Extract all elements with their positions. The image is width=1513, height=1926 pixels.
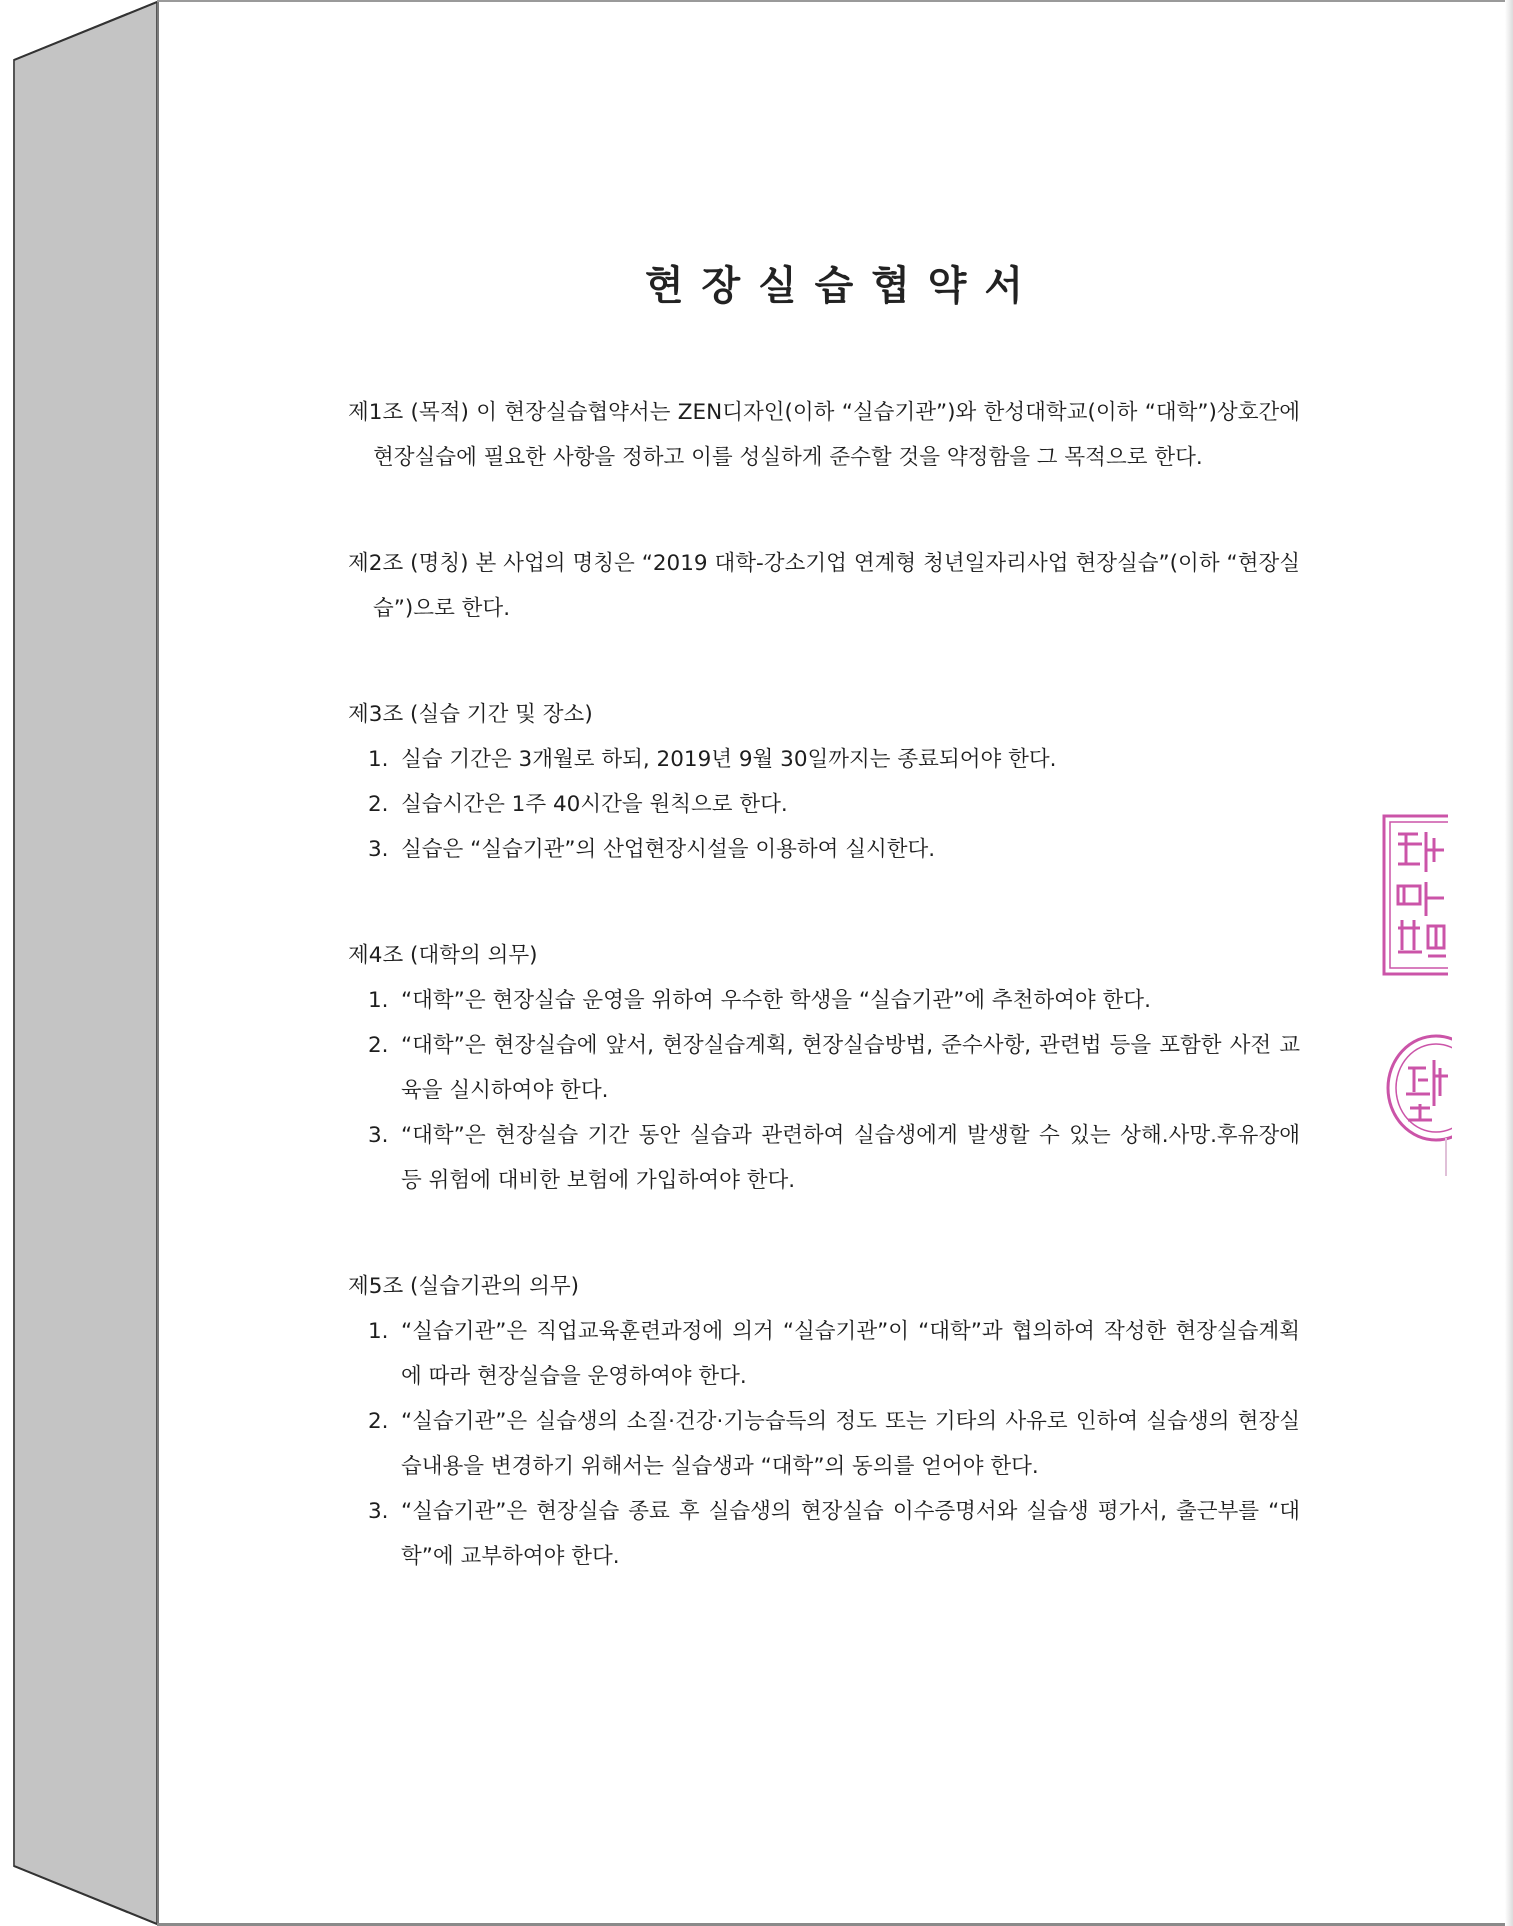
article-4-items (348, 978, 1300, 1203)
item-number: 2. (368, 1409, 389, 1434)
article-3 (348, 692, 1300, 872)
item-text: “대학”은 현장실습에 앞서, 현장실습계획, 현장실습방법, 준수사항, 관련법 등을 포함한 사전 교육을 실시하여야 한다. (401, 1033, 1300, 1103)
article-5 (348, 1264, 1300, 1579)
list-item (348, 1489, 1300, 1579)
list-item (348, 1023, 1300, 1113)
item-text: “대학”은 현장실습 운영을 위하여 우수한 학생을 “실습기관”에 추천하여야 한다. (401, 988, 1151, 1013)
document-title: 현 장 실 습 협 약 서 (644, 263, 1026, 309)
article-4 (348, 933, 1300, 1203)
round-seal-stamp (1384, 1028, 1452, 1178)
article-1-text: 제1조 (목적) 이 현장실습협약서는 ZEN디자인(이하 “실습기관”)와 한성대학교(이하 “대학”)상호간에 현장실습에 필요한 사항을 정하고 이를 성실하게 준수할 것을 약정함을 그 목적으로 한다. (348, 400, 1300, 470)
article-4-heading: 제4조 (대학의 의무) (348, 943, 538, 968)
item-text: 실습은 “실습기관”의 산업현장시설을 이용하여 실시한다. (401, 837, 936, 862)
article-5-heading: 제5조 (실습기관의 의무) (348, 1274, 580, 1299)
list-item (348, 782, 1300, 827)
article-1 (348, 390, 1300, 480)
page-top-edge (157, 0, 1513, 2)
item-text: “대학”은 현장실습 기간 동안 실습과 관련하여 실습생에게 발생할 수 있는 상해.사망.후유장애 등 위험에 대비한 보험에 가입하여야 한다. (401, 1123, 1300, 1193)
document-spine (0, 0, 160, 1926)
list-item (348, 978, 1300, 1023)
item-number: 3. (368, 837, 389, 862)
item-text: 실습시간은 1주 40시간을 원칙으로 한다. (401, 792, 788, 817)
item-text: “실습기관”은 현장실습 종료 후 실습생의 현장실습 이수증명서와 실습생 평가서, 출근부를 “대학”에 교부하여야 한다. (401, 1499, 1300, 1569)
item-text: “실습기관”은 실습생의 소질·건강·기능습득의 정도 또는 기타의 사유로 인하여 실습생의 현장실습내용을 변경하기 위해서는 실습생과 “대학”의 동의를 얻어야 한다. (401, 1409, 1300, 1479)
item-text: “실습기관”은 직업교육훈련과정에 의거 “실습기관”이 “대학”과 협의하여 작성한 현장실습계획에 따라 현장실습을 운영하여야 한다. (401, 1319, 1300, 1389)
list-item (348, 827, 1300, 872)
article-3-items (348, 737, 1300, 872)
item-number: 2. (368, 792, 389, 817)
article-3-heading: 제3조 (실습 기간 및 장소) (348, 702, 593, 727)
list-item (348, 1113, 1300, 1203)
document-body (348, 390, 1300, 1579)
article-2 (348, 541, 1300, 631)
item-number: 2. (368, 1033, 389, 1058)
rectangular-seal-stamp (1380, 810, 1448, 980)
item-text: 실습 기간은 3개월로 하되, 2019년 9월 30일까지는 종료되어야 한다. (401, 747, 1057, 772)
article-2-text: 제2조 (명칭) 본 사업의 명칭은 “2019 대학-강소기업 연계형 청년일자리사업 현장실습”(이하 “현장실습”)으로 한다. (348, 551, 1300, 621)
list-item (348, 1399, 1300, 1489)
item-number: 3. (368, 1499, 389, 1524)
list-item (348, 1309, 1300, 1399)
item-number: 1. (368, 747, 389, 772)
item-number: 3. (368, 1123, 389, 1148)
item-number: 1. (368, 1319, 389, 1344)
list-item (348, 737, 1300, 782)
article-5-items (348, 1309, 1300, 1579)
item-number: 1. (368, 988, 389, 1013)
